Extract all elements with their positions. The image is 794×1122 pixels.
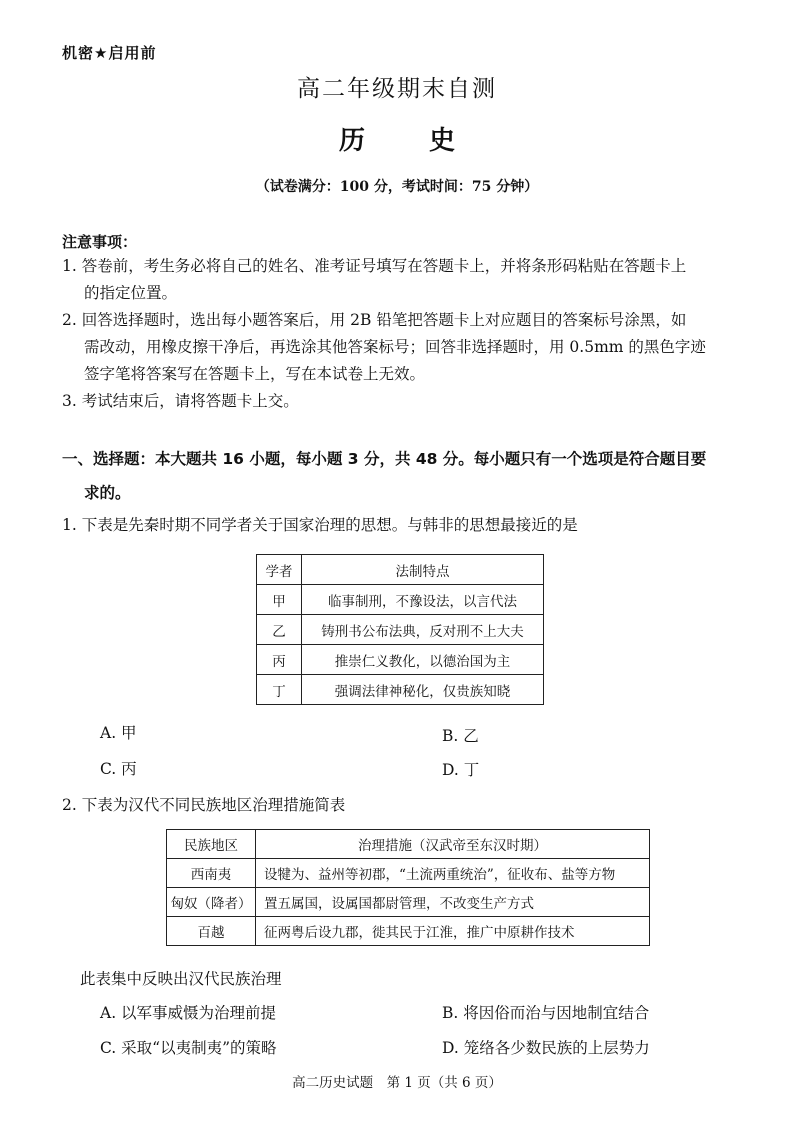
question-2-stem: 2. 下表为汉代不同民族地区治理措施简表 — [62, 796, 346, 814]
table-cell: 推崇仁义教化，以德治国为主 — [302, 645, 544, 675]
page-footer: 高二历史试题 第 1 页（共 6 页） — [292, 1075, 502, 1091]
table-cell: 征两粤后设九郡，徙其民于江淮，推广中原耕作技术 — [256, 917, 650, 946]
exam-info: （试卷满分：100 分，考试时间：75 分钟） — [255, 179, 539, 195]
notice-item-2-line-2: 需改动，用橡皮擦干净后，再选涂其他答案标号；回答非选择题时，用 0.5mm 的黑色字迹 — [84, 338, 706, 356]
table-cell: 匈奴（降者） — [167, 888, 256, 917]
notice-item-2-line-1: 2. 回答选择题时，选出每小题答案后，用 2B 铅笔把答题卡上对应题目的答案标号涂黑，如 — [62, 311, 687, 329]
question-2-option-d[interactable]: D. 笼络各少数民族的上层势力 — [442, 1039, 650, 1057]
table-cell: 乙 — [257, 615, 302, 645]
question-2-option-b[interactable]: B. 将因俗而治与因地制宜结合 — [442, 1004, 650, 1022]
table-header-row — [257, 555, 544, 585]
question-1-table — [256, 554, 544, 705]
table-header-cell: 民族地区 — [167, 830, 256, 859]
table-cell: 甲 — [257, 585, 302, 615]
notice-item-2 — [62, 307, 742, 388]
table-row — [167, 888, 650, 917]
question-2-sub-stem: 此表集中反映出汉代民族治理 — [80, 970, 282, 988]
table-header-cell: 法制特点 — [302, 555, 544, 585]
table-cell: 丙 — [257, 645, 302, 675]
table-row — [257, 615, 544, 645]
notice-item-3 — [62, 388, 742, 415]
question-1-option-c[interactable]: C. 丙 — [100, 760, 137, 778]
notice-item-1 — [62, 253, 742, 307]
exam-title: 高二年级期末自测 — [297, 76, 497, 102]
table-cell: 置五属国，设属国都尉管理，不改变生产方式 — [256, 888, 650, 917]
notice-item-2-line-3: 签字笔将答案写在答题卡上，写在本试卷上无效。 — [84, 365, 426, 383]
subject-char-1: 历 — [338, 126, 365, 156]
subject-char-2: 史 — [429, 126, 456, 156]
section-heading-line-2: 求的。 — [84, 484, 131, 502]
table-row — [167, 859, 650, 888]
question-1-option-b[interactable]: B. 乙 — [442, 727, 479, 745]
question-1-option-d[interactable]: D. 丁 — [442, 761, 480, 779]
table-row — [257, 675, 544, 705]
notice-title: 注意事项： — [62, 233, 138, 251]
question-2-option-a[interactable]: A. 以军事威慑为治理前提 — [100, 1004, 277, 1022]
table-cell: 强调法律神秘化，仅贵族知晓 — [302, 675, 544, 705]
question-2-table — [166, 829, 650, 946]
subject-title — [0, 120, 794, 157]
table-row — [257, 645, 544, 675]
table-row — [257, 585, 544, 615]
confidential-label: 机密★启用前 — [62, 44, 157, 62]
table-cell: 西南夷 — [167, 859, 256, 888]
question-2-option-c[interactable]: C. 采取“以夷制夷”的策略 — [100, 1039, 277, 1057]
notice-item-1-line-1: 1. 答卷前，考生务必将自己的姓名、准考证号填写在答题卡上，并将条形码粘贴在答题卡上 — [62, 257, 687, 275]
question-1-stem: 1. 下表是先秦时期不同学者关于国家治理的思想。与韩非的思想最接近的是 — [62, 516, 578, 534]
table-cell: 丁 — [257, 675, 302, 705]
table-row — [167, 917, 650, 946]
table-cell: 设犍为、益州等初郡，“土流两重统治”，征收布、盐等方物 — [256, 859, 650, 888]
table-cell: 临事制刑，不豫设法，以言代法 — [302, 585, 544, 615]
table-cell: 铸刑书公布法典，反对刑不上大夫 — [302, 615, 544, 645]
table-header-row — [167, 830, 650, 859]
section-heading — [62, 442, 742, 510]
table-header-cell: 治理措施（汉武帝至东汉时期） — [256, 830, 650, 859]
notice-item-1-line-2: 的指定位置。 — [84, 284, 178, 302]
section-heading-line-1: 一、选择题：本大题共 16 小题，每小题 3 分，共 48 分。每小题只有一个选项是符合题目要 — [62, 450, 707, 468]
table-header-cell: 学者 — [257, 555, 302, 585]
table-cell: 百越 — [167, 917, 256, 946]
notice-item-3-line-1: 3. 考试结束后，请将答题卡上交。 — [62, 392, 299, 410]
question-1-option-a[interactable]: A. 甲 — [100, 724, 137, 742]
